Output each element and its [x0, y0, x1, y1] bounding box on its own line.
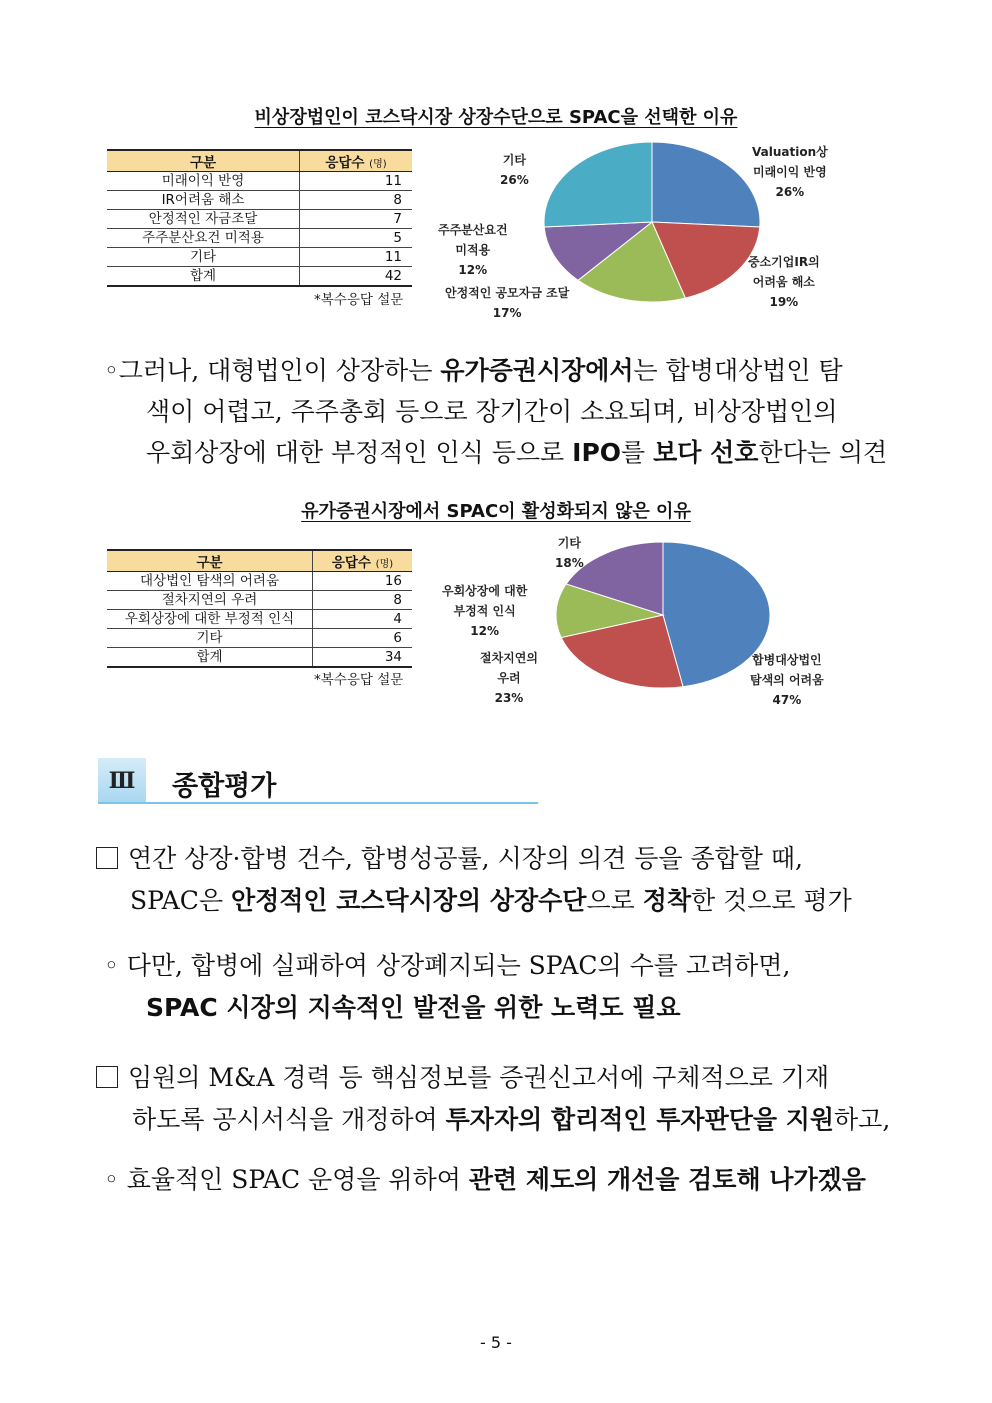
- pie-label-text: 부정적 인식: [453, 604, 516, 618]
- survey1-note: *복수응답 설문: [314, 292, 404, 308]
- table-row: [107, 591, 412, 610]
- pie-label: [438, 220, 508, 280]
- square-bullet-icon: [96, 1066, 118, 1088]
- pie-label-text: 우려: [497, 671, 521, 685]
- section-title: 종합평가: [172, 771, 277, 802]
- survey2-title: 유가증권시장에서 SPAC이 활성화되지 않은 이유: [301, 501, 691, 522]
- cell-category: 절차지연의 우려: [107, 591, 313, 610]
- table-row: [107, 572, 412, 591]
- cell-category: 주주분산요건 미적용: [107, 229, 300, 248]
- cell-count: 6: [313, 629, 413, 648]
- pie-label: [752, 142, 828, 202]
- cell-count: 5: [300, 229, 413, 248]
- pie-label-percent: 26%: [775, 185, 805, 199]
- pie-label: [480, 648, 538, 708]
- pie-label-text: 미래이익 반영: [752, 165, 827, 179]
- cell-count: 34: [313, 648, 413, 668]
- cell-count: 11: [300, 172, 413, 191]
- pie-label-percent: 26%: [500, 173, 529, 187]
- section-header: [98, 758, 538, 804]
- cell-category: 기타: [107, 248, 300, 267]
- pie-label-percent: 12%: [458, 263, 488, 277]
- col-header-category: 구분: [107, 150, 300, 172]
- para1-line3: 우회상장에 대한 부정적인 인식 등으로 IPO를 보다 선호한다는 의견: [146, 438, 888, 467]
- cell-count: 11: [300, 248, 413, 267]
- pie-label: [750, 650, 824, 710]
- cell-category: 안정적인 자금조달: [107, 210, 300, 229]
- bullet1-line2: SPAC은 안정적인 코스닥시장의 상장수단으로 정착한 것으로 평가: [130, 886, 852, 915]
- table-row: [107, 229, 412, 248]
- cell-count: 16: [313, 572, 413, 591]
- pie-label-text: 탐색의 어려움: [750, 673, 824, 687]
- pie-label-text: 기타: [502, 153, 526, 167]
- bullet2-line1: 임원의 M&A 경력 등 핵심정보를 증권신고서에 구체적으로 기재: [96, 1057, 829, 1098]
- sub1-line2: SPAC 시장의 지속적인 발전을 위한 노력도 필요: [146, 993, 681, 1022]
- pie-label-percent: 19%: [769, 295, 799, 309]
- page-number: - 5 -: [480, 1333, 512, 1352]
- cell-count: 8: [313, 591, 413, 610]
- pie-label-text: 안정적인 공모자금 조달: [445, 286, 570, 300]
- section-underline: [98, 802, 538, 804]
- sub1-line1: ◦ 다만, 합병에 실패하여 상장폐지되는 SPAC의 수를 고려하면,: [104, 951, 791, 980]
- pie-label: [500, 150, 529, 190]
- col-header-count: 응답수 (명): [313, 550, 413, 572]
- pie-label-percent: 18%: [555, 556, 584, 570]
- cell-category: 기타: [107, 629, 313, 648]
- survey2-note: *복수응답 설문: [314, 672, 404, 688]
- cell-category: 합계: [107, 267, 300, 287]
- pie-slice-4: [544, 142, 652, 227]
- survey1-title: 비상장법인이 코스닥시장 상장수단으로 SPAC을 선택한 이유: [254, 107, 738, 128]
- table-row: [107, 629, 412, 648]
- cell-category: 우회상장에 대한 부정적 인식: [107, 610, 313, 629]
- pie-label-text: 중소기업IR의: [748, 255, 820, 269]
- pie-label-text: 기타: [557, 536, 581, 550]
- bullet2-line2: 하도록 공시서식을 개정하여 투자자의 합리적인 투자판단을 지원하고,: [132, 1105, 891, 1134]
- pie-label-percent: 23%: [494, 691, 524, 705]
- pie-label-text: 미적용: [455, 243, 491, 257]
- table-row: [107, 191, 412, 210]
- table-row: [107, 172, 412, 191]
- cell-category: IR어려움 해소: [107, 191, 300, 210]
- pie-label: [555, 533, 584, 573]
- section-number: Ⅲ: [98, 758, 146, 804]
- table-row: [107, 610, 412, 629]
- table-row: [107, 210, 412, 229]
- pie-label: [442, 581, 527, 641]
- pie-slice-0: [652, 142, 760, 227]
- pie-label-text: Valuation상: [752, 145, 828, 159]
- cell-category: 대상법인 탐색의 어려움: [107, 572, 313, 591]
- cell-count: 42: [300, 267, 413, 287]
- para1-line1: ◦그러나, 대형법인이 상장하는 유가증권시장에서는 합병대상법인 탐: [104, 356, 843, 385]
- pie-label: [445, 283, 569, 323]
- pie-label-percent: 47%: [772, 693, 802, 707]
- table-row: [107, 248, 412, 267]
- square-bullet-icon: [96, 847, 118, 869]
- survey1-table: [107, 149, 412, 287]
- col-header-count: 응답수 (명): [300, 150, 413, 172]
- sub2-line: ◦ 효율적인 SPAC 운영을 위하여 관련 제도의 개선을 검토해 나가겠음: [104, 1165, 866, 1194]
- cell-count: 4: [313, 610, 413, 629]
- cell-count: 7: [300, 210, 413, 229]
- pie-label-text: 주주분산요건: [438, 223, 508, 237]
- pie-label-text: 절차지연의: [480, 651, 538, 665]
- pie-label-text: 우회상장에 대한: [442, 584, 528, 598]
- cell-count: 8: [300, 191, 413, 210]
- pie-label: [748, 252, 820, 312]
- table-row: [107, 267, 412, 287]
- pie-label-text: 어려움 해소: [752, 275, 815, 289]
- bullet1-line1: 연간 상장·합병 건수, 합병성공률, 시장의 의견 등을 종합할 때,: [96, 838, 803, 879]
- pie-label-percent: 12%: [470, 624, 500, 638]
- col-header-category: 구분: [107, 550, 313, 572]
- survey2-table: [107, 549, 412, 668]
- cell-category: 미래이익 반영: [107, 172, 300, 191]
- pie-label-percent: 17%: [492, 306, 522, 320]
- cell-category: 합계: [107, 648, 313, 668]
- pie-label-text: 합병대상법인: [752, 653, 822, 667]
- table-row: [107, 648, 412, 668]
- para1-line2: 색이 어렵고, 주주총회 등으로 장기간이 소요되며, 비상장법인의: [146, 397, 838, 426]
